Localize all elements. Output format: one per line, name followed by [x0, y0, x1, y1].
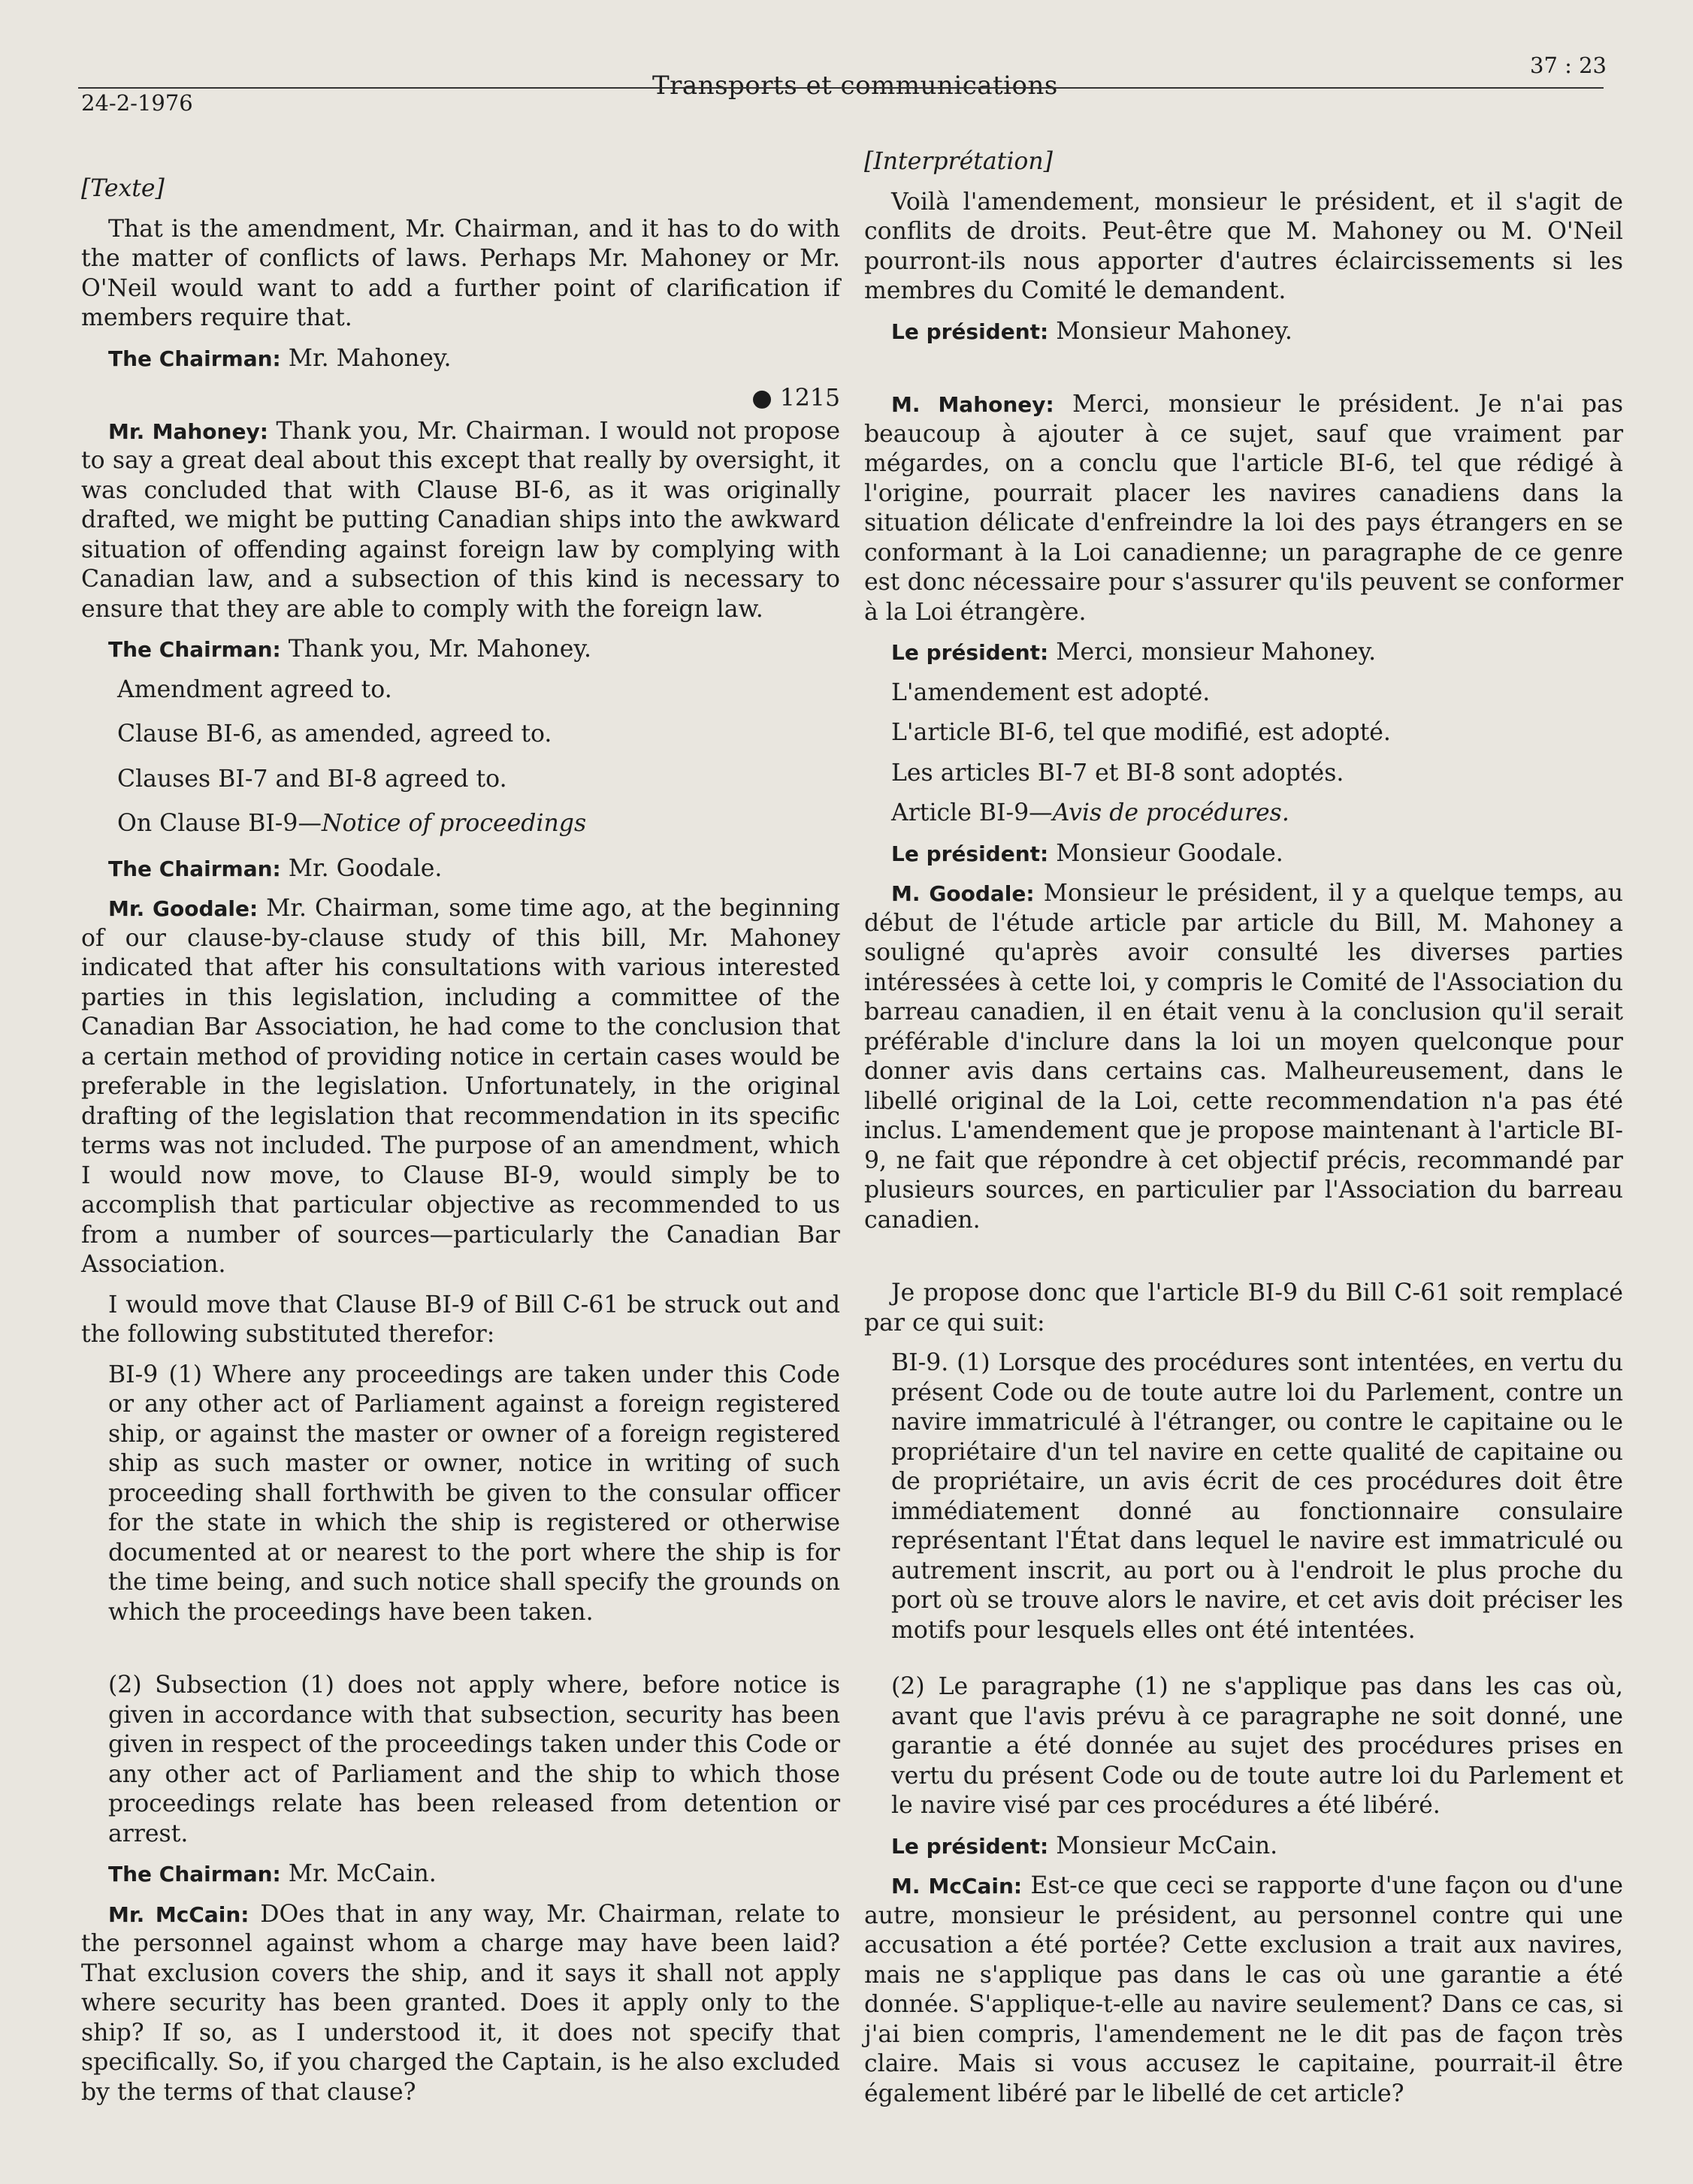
- clause-heading: [81, 809, 840, 839]
- speech-president: [864, 1832, 1623, 1862]
- clause-heading-prefix: On Clause BI-9—: [117, 810, 322, 837]
- speaker-name: Le président:: [891, 1833, 1049, 1859]
- speaker-name: M. McCain:: [891, 1874, 1023, 1899]
- paragraph: Je propose donc que l'article BI-9 du Bill C-61 soit remplacé par ce qui suit:: [864, 1279, 1623, 1337]
- english-column: [81, 174, 840, 2118]
- motion-result: L'amendement est adopté.: [891, 678, 1211, 706]
- speaker-name: The Chairman:: [108, 346, 281, 371]
- speech-text: Monsieur Goodale.: [1056, 839, 1283, 867]
- speech-president: [864, 317, 1623, 347]
- speech-mccain: [81, 1900, 840, 2108]
- speech-goodale: [81, 894, 840, 1280]
- speech-text: Merci, monsieur le président. Je n'ai pas beaucoup à ajouter à ce sujet, sauf que vraiment par mégardes, on a conclu que l'article BI-6, tel que rédigé à l'origine, pourrait placer les navires canadiens dans la situation délicate d'enfreindre la loi des pays étrangers en se conformant à la Loi canadienne; un paragraphe de ce genre est donc nécessaire pour s'assurer qu'ils peuvent se conformer à la Loi étrangère.: [864, 391, 1624, 626]
- speech-text: Mr. Goodale.: [288, 854, 443, 882]
- speech-text: Thank you, Mr. Mahoney.: [288, 636, 592, 663]
- amendment-text: BI-9 (1) Where any proceedings are taken under this Code or any other act of Parliament against a foreign registered ship, or against the master or owner of a foreign registered ship as such master or owner, notice in writing of such proceeding shall forthwith be given to the consular officer for the state in which the ship is registered or otherwise documented at or nearest to the port where the ship is for the time being, and such notice shall specify the grounds on which the proceedings have been taken.: [108, 1361, 840, 1626]
- amendment-text: BI-9. (1) Lorsque des procédures sont intentées, en vertu du présent Code ou de toute autre loi du Parlement, contre un navire immatriculé à l'étranger, ou contre le capitaine ou le propriétaire d'un tel navire en cette qualité de capitaine ou de propriétaire, un avis écrit de ces procédures doit être immédiatement donné au fonctionnaire consulaire représentant l'État dans lequel le navire est immatriculé ou autrement inscrit, au port ou à l'endroit le plus proche du port où se trouve alors le navire, et cet avis doit préciser les motifs pour lesquels elles ont été intentées.: [891, 1349, 1623, 1644]
- speaker-name: The Chairman:: [108, 856, 281, 881]
- clause-heading-title: Notice of proceedings: [321, 810, 587, 837]
- speech-mahoney: [81, 417, 840, 625]
- amendment-text: (2) Le paragraphe (1) ne s'applique pas dans les cas où, avant que l'avis prévu à ce paragraphe ne soit donné, une garantie a été donnée au sujet des procédures prises en vertu du présent Code ou de toute autre loi du Parlement et le navire visé par ces procédures a été libéré.: [891, 1673, 1623, 1819]
- motion-result: Amendment agreed to.: [117, 675, 392, 703]
- speech-chairman: [81, 635, 840, 665]
- speech-chairman: [81, 854, 840, 884]
- speaker-name: Mr. Goodale:: [108, 896, 258, 921]
- motion-result: Les articles BI-7 et BI-8 sont adoptés.: [891, 759, 1344, 787]
- amendment-text: (2) Subsection (1) does not apply where, before notice is given in accordance with that subsection, security has been given in respect of the proceedings taken under this Code or any other act of Parliament and the ship to which those proceedings relate has been released from detention or arrest.: [108, 1672, 840, 1847]
- speaker-name: M. Mahoney:: [891, 392, 1054, 417]
- speech-text: Thank you, Mr. Chairman. I would not propose to say a great deal about this except that really by oversight, it was concluded that with Clause BI-6, as it was originally drafted, we might be putting Canadian ships into the awkward situation of offending against foreign law by complying with Canadian law, and a subsection of this kind is necessary to ensure that they are able to comply with the foreign law.: [81, 417, 841, 623]
- speaker-name: The Chairman:: [108, 1862, 281, 1886]
- speaker-name: Le président:: [891, 841, 1049, 866]
- section-label: [Interprétation]: [864, 148, 1053, 175]
- speech-president: [864, 638, 1623, 668]
- clause-heading-prefix: Article BI-9—: [891, 799, 1053, 826]
- speaker-name: Le président:: [891, 319, 1049, 344]
- speech-goodale: [864, 879, 1623, 1235]
- section-label: [Texte]: [81, 175, 165, 202]
- speaker-name: Le président:: [891, 640, 1049, 665]
- speech-text: Est-ce que ceci se rapporte d'une façon ou d'une autre, monsieur le président, au personnel contre qui une accusation a été portée? Cette exclusion a trait aux navires, mais ne s'applique pas dans le cas où une garantie a été donnée. S'applique-t-elle au navire seulement? Dans ce cas, si j'ai bien compris, l'amendement ne le dit pas de façon très claire. Mais si vous accusez le capitaine, pourrait-il être également libéré par le libellé de cet article?: [864, 1872, 1623, 2107]
- speech-text: Monsieur Mahoney.: [1056, 317, 1292, 345]
- speech-text: DOes that in any way, Mr. Chairman, relate to the personnel against whom a charge may have been laid? That exclusion covers the ship, and it says it shall not apply where security has been granted. Does it apply only to the ship? If so, as I understood it, it does not specify that specifically. So, if you charged the Captain, is he also excluded by the terms of that clause?: [81, 1900, 841, 2106]
- speech-text: Monsieur McCain.: [1056, 1832, 1278, 1859]
- speech-text: Merci, monsieur Mahoney.: [1056, 639, 1377, 666]
- speaker-name: The Chairman:: [108, 637, 281, 662]
- header-rule: [78, 87, 1604, 89]
- speech-text: Mr. Chairman, some time ago, at the beginning of our clause-by-clause study of this bill, Mr. Mahoney indicated that after his consultations with various interested parties in this legislation, including a committee of the Canadian Bar Association, he had come to the conclusion that a certain method of providing notice in certain cases would be preferable in the legislation. Unfortunately, in the original drafting of the legislation that recommendation in its specific terms was not included. The purpose of an amendment, which I would now move, to Clause BI-9, would simply be to accomplish that particular objective as recommended to us from a number of sources—particularly the Canadian Bar Association.: [81, 895, 841, 1278]
- motion-result: Clause BI-6, as amended, agreed to.: [117, 720, 552, 748]
- motion-result: Clauses BI-7 and BI-8 agreed to.: [117, 765, 507, 793]
- speech-chairman: [81, 1859, 840, 1889]
- paragraph: I would move that Clause BI-9 of Bill C-61 be struck out and the following substituted therefor:: [81, 1291, 840, 1348]
- speaker-name: Mr. McCain:: [108, 1902, 249, 1927]
- speech-mahoney: [864, 390, 1623, 627]
- clause-heading: [864, 799, 1623, 829]
- speech-text: Mr. Mahoney.: [288, 344, 452, 372]
- paragraph: Voilà l'amendement, monsieur le président, et il s'agit de conflits de droits. Peut-être que M. Mahoney ou M. O'Neil pourront-ils nous apporter d'autres éclaircissements si les membres du Comité le demandent.: [864, 188, 1623, 304]
- running-title: Transports et communications: [652, 71, 1058, 101]
- motion-result: L'article BI-6, tel que modifié, est adopté.: [891, 719, 1391, 746]
- page-number: 37 : 23: [1530, 53, 1607, 78]
- clause-heading-title: Avis de procédures.: [1052, 799, 1289, 826]
- speech-text: Monsieur le président, il y a quelque temps, au début de l'étude article par article du Bill, M. Mahoney a souligné qu'après avoir consulté les diverses parties intéressées à cette loi, y compris le Comité de l'Association du barreau canadien, il en était venu à la conclusion qu'il serait préférable d'inclure dans la loi un moyen quelconque pour donner avis dans certains cas. Malheureusement, dans le libellé original de la Loi, cette recommendation n'a pas été inclus. L'amendement que je propose maintenant à l'article BI-9, ne fait que répondre à cet objectif précis, recommandé par plusieurs sources, en particulier par l'Association du barreau canadien.: [864, 880, 1623, 1234]
- speech-mccain: [864, 1871, 1623, 2109]
- timestamp: ● 1215: [751, 385, 840, 412]
- header-date: 24-2-1976: [81, 90, 193, 116]
- speech-text: Mr. McCain.: [288, 1860, 437, 1887]
- speech-president: [864, 839, 1623, 869]
- paragraph: That is the amendment, Mr. Chairman, and it has to do with the matter of conflicts of laws. Perhaps Mr. Mahoney or Mr. O'Neil would want to add a further point of clarification if members require that.: [81, 215, 840, 331]
- speech-chairman: [81, 344, 840, 374]
- speaker-name: M. Goodale:: [891, 881, 1035, 906]
- french-column: [864, 147, 1623, 2119]
- speaker-name: Mr. Mahoney:: [108, 418, 268, 444]
